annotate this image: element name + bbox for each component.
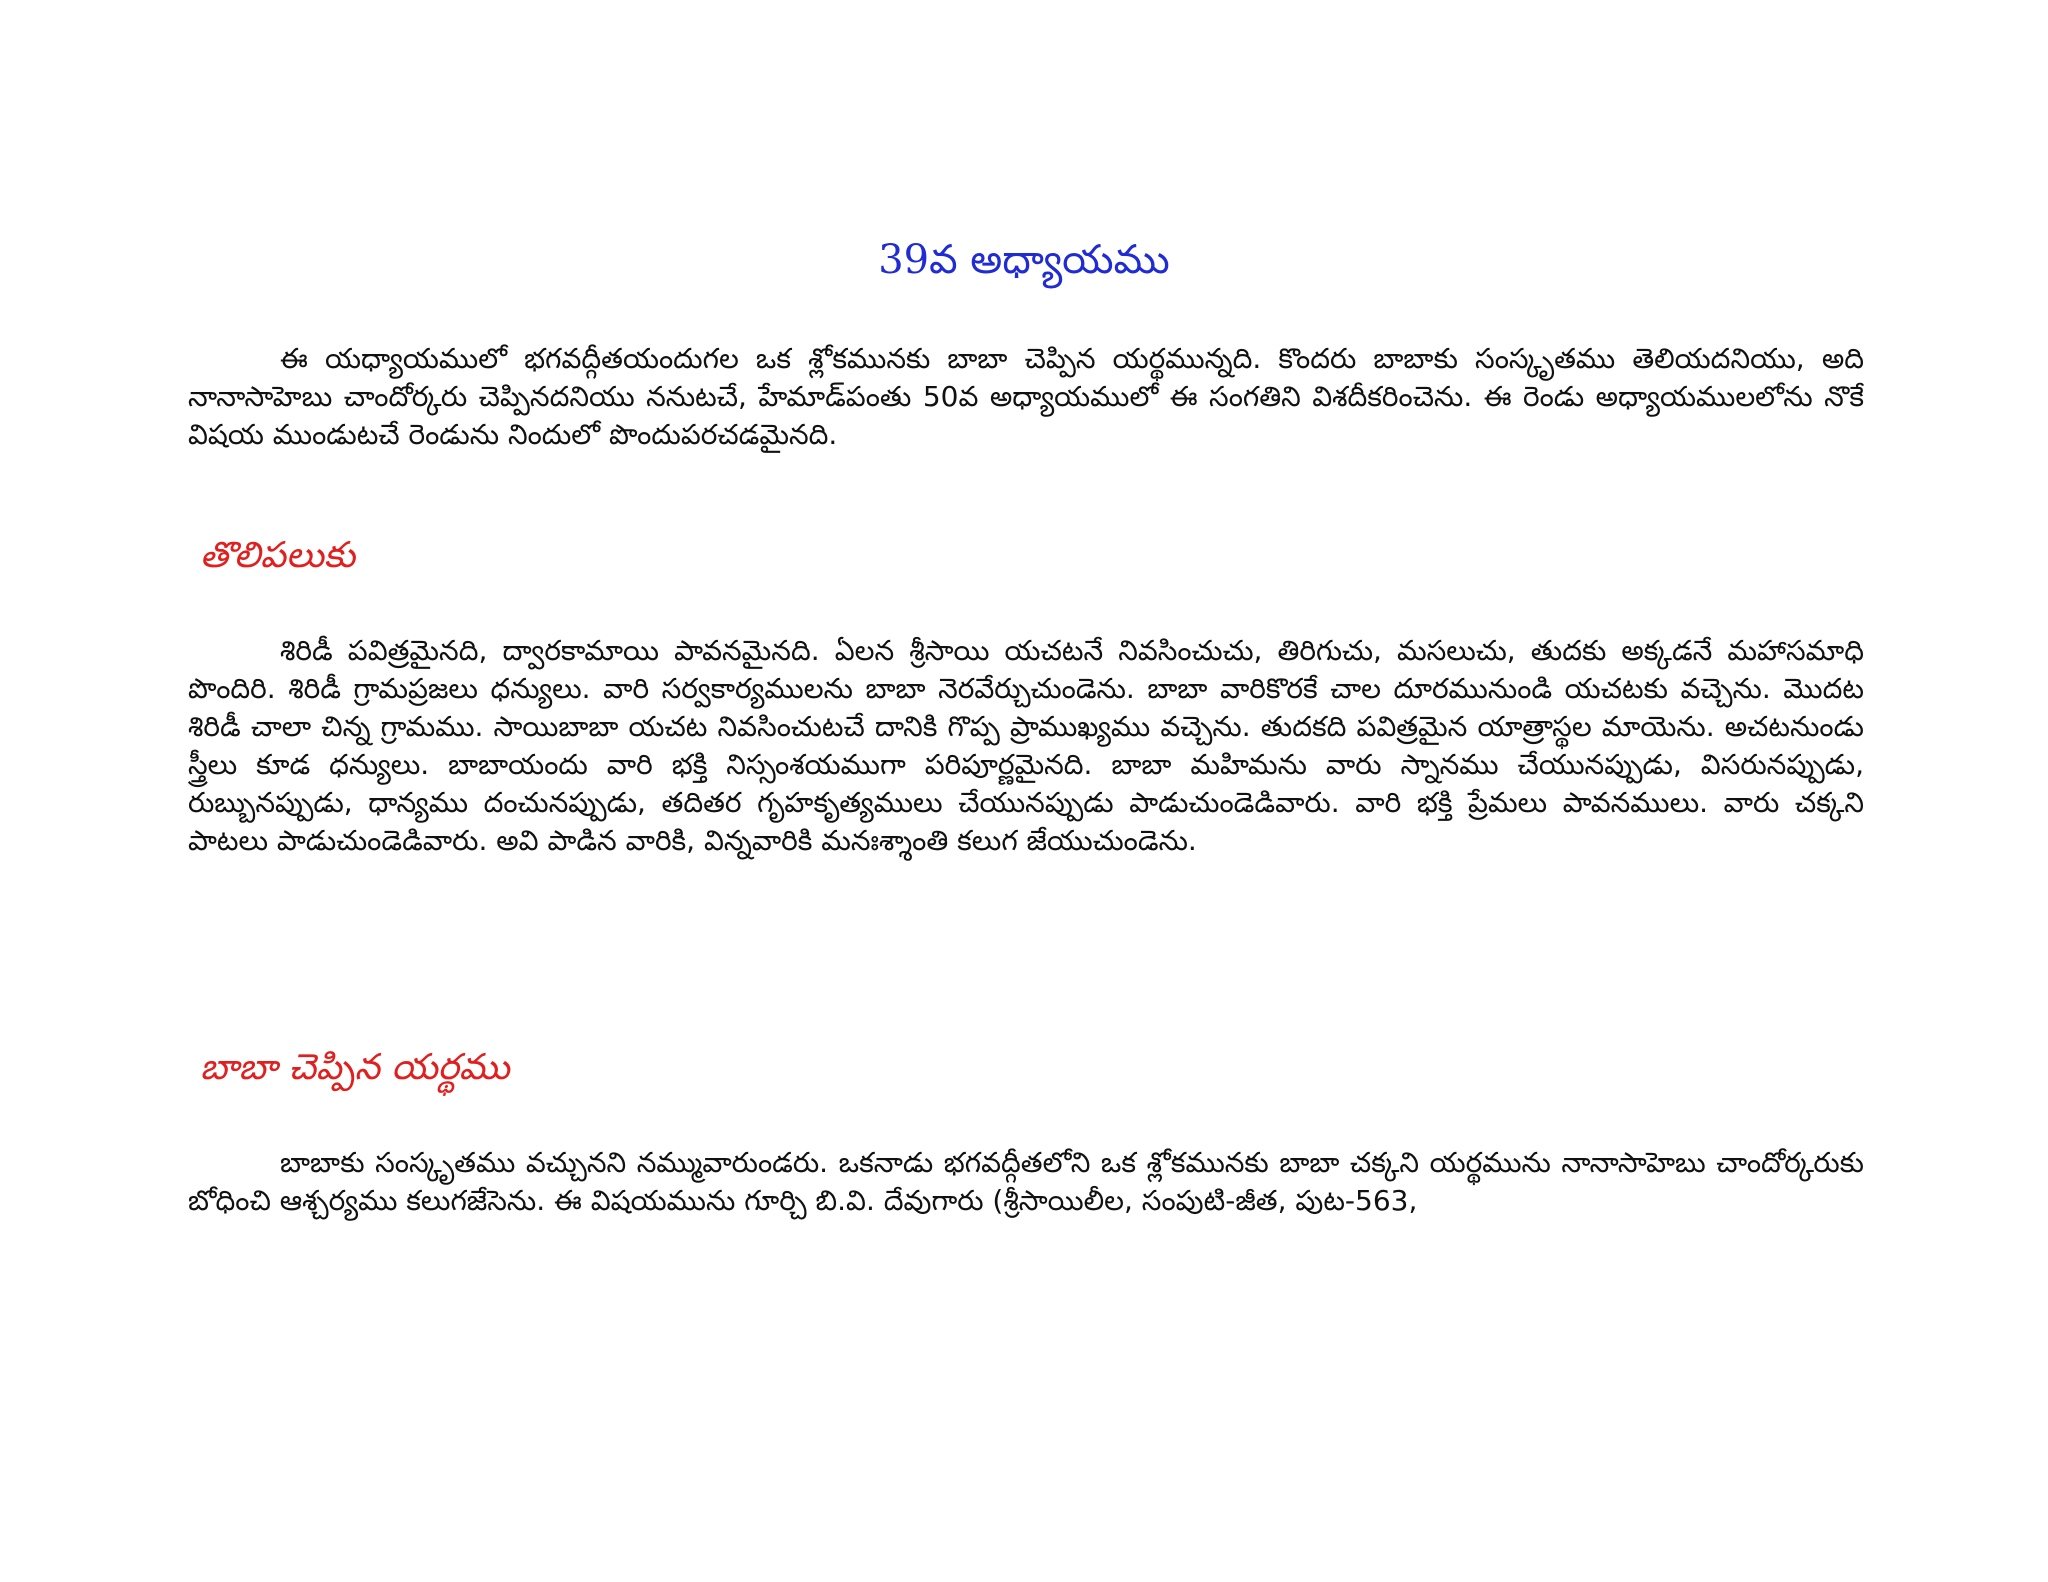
intro-paragraph: ఈ యధ్యాయములో భగవద్గీతయందుగల ఒక శ్లోకమునకు బాబా చెప్పిన యర్థమున్నది. కొందరు బాబాకు సంస్కృతము తెలియదనియు, అది నానాసాహెబు చాందోర్కరు చెప్పినదనియు ననుటచే, హేమాడ్‌పంతు 50వ అధ్యాయములో ఈ సంగతిని విశదీకరించెను. ఈ రెండు అధ్యాయములలోను నొకే విషయ ముండుటచే రెండును నిందులో పొందుపరచడమైనది. (188, 342, 1864, 451)
section-paragraph-baba-meaning: బాబాకు సంస్కృతము వచ్చునని నమ్మువారుండరు. ఒకనాడు భగవద్గీతలోని ఒక శ్లోకమునకు బాబా చక్కని యర్థమును నానాసాహెబు చాందోర్కరుకు బోధించి ఆశ్చర్యము కలుగజేసెను. ఈ విషయమును గూర్చి బి.వి. దేవుగారు (శ్రీసాయిలీల, సంపుటి-జీత, పుట-563, (188, 1146, 1864, 1217)
section-heading-baba-meaning: బాబా చెప్పిన యర్థము (200, 1047, 510, 1088)
section-paragraph-tolipaluku: శిరిడీ పవిత్రమైనది, ద్వారకామాయి పావనమైనది. ఏలన శ్రీసాయి యచటనే నివసించుచు, తిరిగుచు, మసలుచు, తుదకు అక్కడనే మహాసమాధి పొందిరి. శిరిడీ గ్రామప్రజలు ధన్యులు. వారి సర్వకార్యములను బాబా నెరవేర్చుచుండెను. బాబా వారికొరకే చాల దూరమునుండి యచటకు వచ్చెను. మొదట శిరిడీ చాలా చిన్న గ్రామము. సాయిబాబా యచట నివసించుటచే దానికి గొప్ప ప్రాముఖ్యము వచ్చెను. తుదకది పవిత్రమైన యాత్రాస్థల మాయెను. అచటనుండు స్త్రీలు కూడ ధన్యులు. బాబాయందు వారి భక్తి నిస్సంశయముగా పరిపూర్ణమైనది. బాబా మహిమను వారు స్నానము చేయునప్పుడు, విసరునప్పుడు, రుబ్బునప్పుడు, ధాన్యము దంచునప్పుడు, తదితర గృహకృత్యములు చేయునప్పుడు పాడుచుండెడివారు. వారి భక్తి ప్రేమలు పావనములు. వారు చక్కని పాటలు పాడుచుండెడివారు. అవి పాడిన వారికి, విన్నవారికి మనఃశ్శాంతి కలుగ జేయుచుండెను. (188, 634, 1864, 857)
section-heading-tolipaluku: తొలిపలుకు (200, 535, 356, 576)
chapter-title: 39వ అధ్యాయము (878, 237, 1170, 283)
